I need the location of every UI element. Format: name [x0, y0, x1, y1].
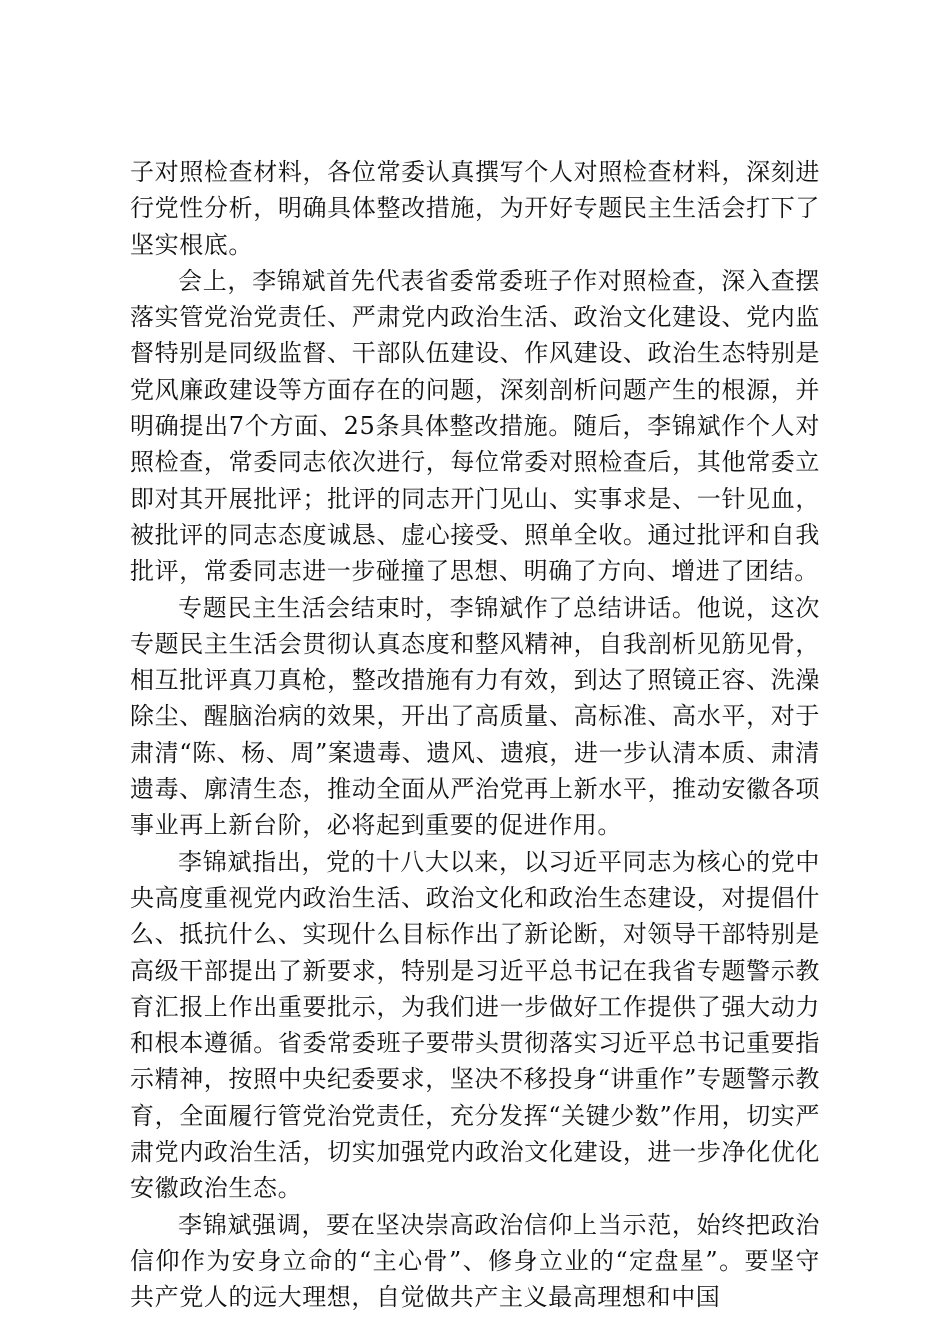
paragraph-4: 李锦斌指出，党的十八大以来，以习近平同志为核心的党中央高度重视党内政治生活、政治文化和政治生态建设，对提倡什么、抵抗什么、实现什么目标作出了新论断，对领导干部特别是高级干部提出了新要求，特别是习近平总书记在我省专题警示教育汇报上作出重要批示，为我们进一步做好工作提供了强大动力和根本遵循。省委常委班子要带头贯彻落实习近平总书记重要指示精神，按照中央纪委要求，坚决不移投身“讲重作”专题警示教育，全面履行管党治党责任，充分发挥“关键少数”作用，切实严肃党内政治生活，切实加强党内政治文化建设，进一步净化优化安徽政治生态。 — [130, 847, 820, 1203]
paragraph-5: 李锦斌强调，要在坚决崇高政治信仰上当示范，始终把政治信仰作为安身立命的“主心骨”、修身立业的“定盘星”。要坚守共产党人的远大理想，自觉做共产主义最高理想和中国 — [130, 1210, 820, 1312]
paragraph-2: 会上，李锦斌首先代表省委常委班子作对照检查，深入查摆落实管党治党责任、严肃党内政治生活、政治文化建设、党内监督特别是同级监督、干部队伍建设、作风建设、政治生态特别是党风廉政建设等方面存在的问题，深刻剖析问题产生的根源，并明确提出7个方面、25条具体整改措施。随后，李锦斌作个人对照检查，常委同志依次进行，每位常委对照检查后，其他常委立即对其开展批评；批评的同志开门见山、实事求是、一针见血，被批评的同志态度诚恳、虚心接受、照单全收。通过批评和自我批评，常委同志进一步碰撞了思想、明确了方向、增进了团结。 — [130, 266, 820, 586]
document-body — [130, 154, 820, 1316]
paragraph-1: 子对照检查材料，各位常委认真撰写个人对照检查材料，深刻进行党性分析，明确具体整改措施，为开好专题民主生活会打下了坚实根底。 — [130, 158, 820, 259]
paragraph-3: 专题民主生活会结束时，李锦斌作了总结讲话。他说，这次专题民主生活会贯彻认真态度和整风精神，自我剖析见筋见骨，相互批评真刀真枪，整改措施有力有效，到达了照镜正容、洗澡除尘、醒脑治病的效果，开出了高质量、高标准、高水平，对于肃清“陈、杨、周”案遗毒、遗风、遗痕，进一步认清本质、肃清遗毒、廓清生态，推动全面从严治党再上新水平，推动安徽各项事业再上新台阶，必将起到重要的促进作用。 — [130, 593, 820, 840]
